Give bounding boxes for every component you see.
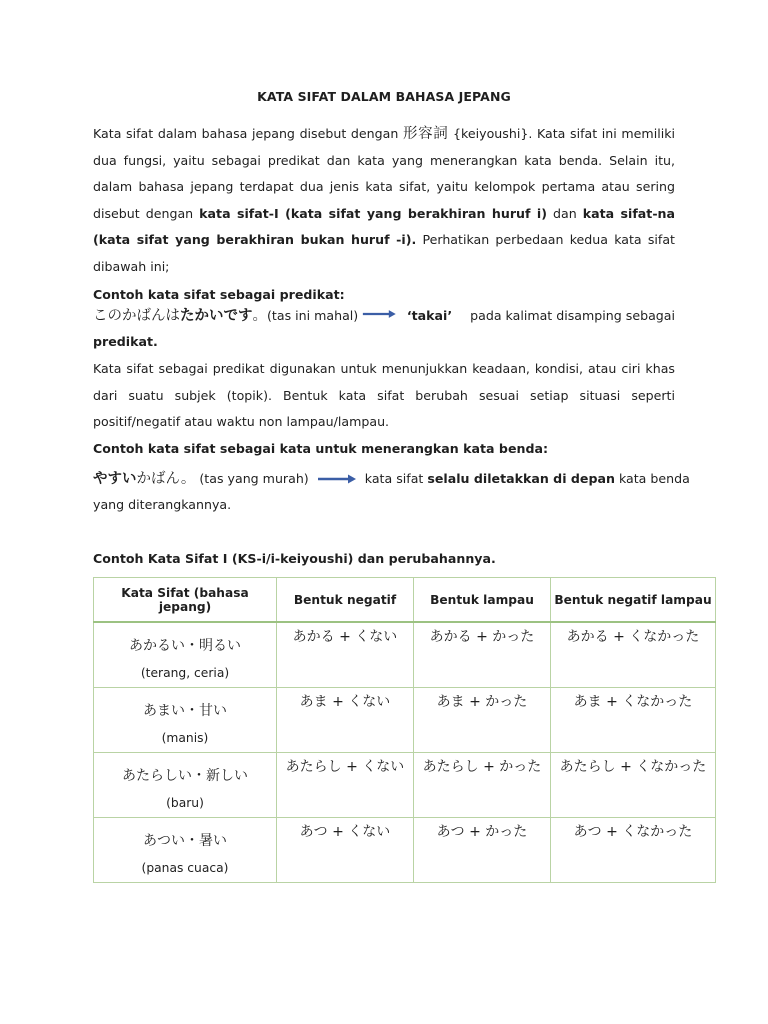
adjective-cell: あかるい・明るい (terang, ceria) <box>94 622 277 688</box>
table-row <box>94 818 716 883</box>
intro-paragraph <box>93 121 675 281</box>
intro-kata-sifat-na: kata sifat-na (kata sifat yang berakhiran bukan huruf -i). <box>93 205 676 248</box>
past-cell: あたらし + かった <box>414 753 551 818</box>
modifier-example <box>93 467 690 488</box>
document-title: KATA SIFAT DALAM BAHASA JEPANG <box>257 89 511 104</box>
table-header-past: Bentuk lampau <box>414 578 551 623</box>
negative-cell: あたらし + くない <box>277 753 414 818</box>
negative-past-cell: あたらし + くなかった <box>551 753 716 818</box>
adjective-cell: あつい・暑い (panas cuaca) <box>94 818 277 883</box>
predicate-note-bold: ‘takai’ <box>406 308 453 323</box>
arrow-right-icon <box>362 308 397 320</box>
modifier-translation: (tas yang murah) <box>199 471 309 486</box>
arrow-right-icon <box>317 473 357 485</box>
table-row <box>94 688 716 753</box>
intro-text-6: Perhatikan perbedaan kedua kata sifat dibawah ini; <box>93 232 675 274</box>
table-heading: Contoh Kata Sifat I (KS-i/i-keiyoushi) dan perubahannya. <box>93 551 496 566</box>
modifier-heading: Contoh kata sifat sebagai kata untuk menerangkan kata benda: <box>93 441 549 456</box>
predicate-example <box>93 304 675 325</box>
negative-past-cell: あつ + くなかった <box>551 818 716 883</box>
modifier-note-line2: yang diterangkannya. <box>93 497 232 512</box>
predicate-heading: Contoh kata sifat sebagai predikat: <box>93 287 345 302</box>
negative-past-cell: あま + くなかった <box>551 688 716 753</box>
intro-kata-sifat-i: kata sifat-I (kata sifat yang berakhiran huruf i) <box>199 205 547 221</box>
table-header-row <box>94 578 716 623</box>
predicate-explanation: Kata sifat sebagai predikat digunakan untuk menunjukkan keadaan, kondisi, atau ciri khas dari suatu subjek (topik). Bentuk kata sifat berubah sesuai setiap situasi seperti positif/negatif atau waktu non lampau/lampau. <box>93 361 675 430</box>
predicate-translation: (tas ini mahal) <box>267 308 359 323</box>
table-row <box>94 622 716 688</box>
intro-text-1: Kata sifat dalam bahasa jepang disebut dengan <box>93 126 403 141</box>
modifier-example-jp: やすいかばん。 <box>93 471 196 487</box>
predicate-note-line2: predikat. <box>93 334 158 349</box>
negative-past-cell: あかる + くなかった <box>551 622 716 688</box>
negative-cell: あつ + くない <box>277 818 414 883</box>
negative-cell: あかる + くない <box>277 622 414 688</box>
negative-cell: あま + くない <box>277 688 414 753</box>
table-header-adjective: Kata Sifat (bahasa jepang) <box>94 578 277 623</box>
table-header-negative: Bentuk negatif <box>277 578 414 623</box>
intro-term-jp: 形容詞 <box>402 126 449 142</box>
past-cell: あま + かった <box>414 688 551 753</box>
modifier-note: kata sifat selalu diletakkan di depan kata benda <box>364 471 690 486</box>
past-cell: あかる + かった <box>414 622 551 688</box>
intro-text-2: {keiyoushi}. Kata sifat ini memiliki dua fungsi, yaitu sebagai predikat dan kata yang menerangkan kata benda. Selain itu, dalam bahasa jepang terdapat dua jenis kata sifat, yaitu kelompok pertama atau sering disebut dengan <box>93 126 675 221</box>
adjective-cell: あまい・甘い (manis) <box>94 688 277 753</box>
past-cell: あつ + かった <box>414 818 551 883</box>
adjective-cell: あたらしい・新しい (baru) <box>94 753 277 818</box>
table-header-negative-past: Bentuk negatif lampau <box>551 578 716 623</box>
predicate-example-jp: このかばんはたかいです。 <box>93 308 267 324</box>
table-row <box>94 753 716 818</box>
intro-text-4: dan <box>546 205 583 221</box>
predicate-note-text: pada kalimat disamping sebagai <box>470 308 675 323</box>
adjective-table <box>93 577 716 883</box>
